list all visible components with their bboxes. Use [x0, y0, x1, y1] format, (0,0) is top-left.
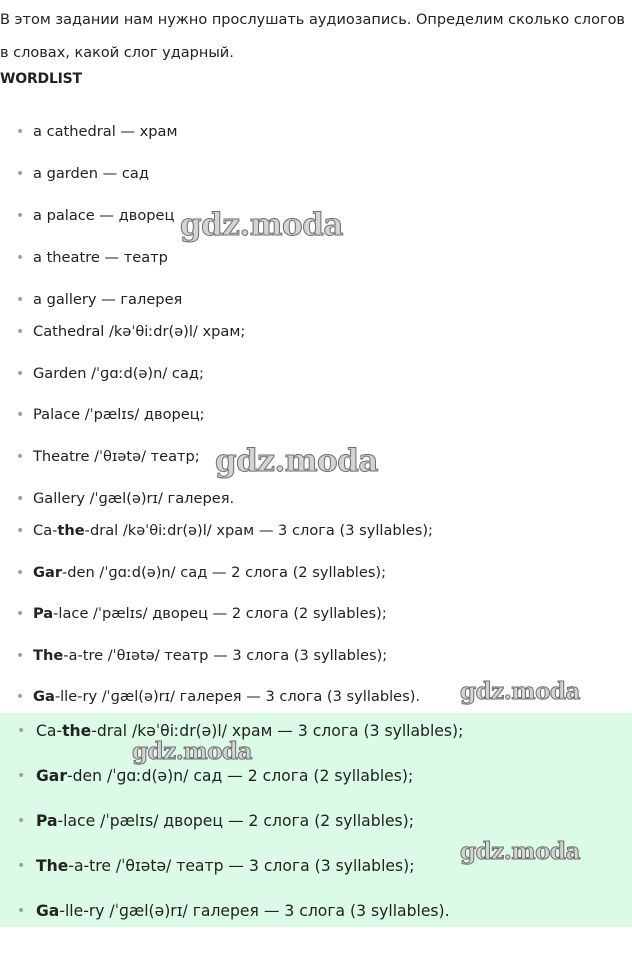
list-item-text: a theatre — театр	[33, 249, 168, 266]
watermark-logo: gdz.moda	[460, 838, 580, 865]
list-item-text: Ga-lle-ry /ˈɡæl(ə)rɪ/ галерея — 3 слога (3 syllables).	[33, 688, 421, 705]
list-item-text: Gar-den /ˈɡɑːd(ə)n/ сад — 2 слога (2 syllables);	[33, 564, 387, 581]
bullet: •	[16, 491, 25, 507]
list-item-text: Gallery /ˈɡæl(ə)rɪ/ галерея.	[33, 490, 235, 507]
list-item-text: The-a-tre /ˈθɪətə/ театр — 3 слога (3 syllables);	[33, 647, 388, 664]
bullet: •	[16, 124, 25, 140]
watermark-logo: gdz.moda	[132, 738, 252, 765]
bullet: •	[16, 208, 25, 224]
bullet: •	[16, 689, 25, 705]
list-item-text: Ga-lle-ry /ˈɡæl(ə)rɪ/ галерея — 3 слога (3 syllables).	[36, 902, 450, 920]
bullet: •	[16, 324, 25, 340]
stressed-syllable: Ga	[33, 688, 55, 705]
bullet: •	[16, 565, 25, 581]
bullet: •	[17, 858, 26, 874]
bullet: •	[16, 250, 25, 266]
watermark-logo: gdz.moda	[460, 678, 580, 705]
bullet: •	[17, 723, 26, 739]
list-item-text: a garden — сад	[33, 165, 149, 182]
stressed-syllable: Ga	[36, 902, 60, 920]
bullet: •	[17, 903, 26, 919]
bullet: •	[16, 523, 25, 539]
bullet: •	[17, 813, 26, 829]
bullet: •	[16, 407, 25, 423]
list-item-text: Palace /ˈpælɪs/ дворец;	[33, 406, 205, 423]
list-item-text: Cathedral /kəˈθiːdr(ə)l/ храм;	[33, 323, 246, 340]
wordlist-heading: WORDLIST	[0, 71, 82, 87]
watermark-logo: gdz.moda	[215, 443, 378, 479]
bullet: •	[16, 449, 25, 465]
stressed-syllable: the	[57, 522, 85, 539]
stressed-syllable: Gar	[36, 767, 68, 785]
bullet: •	[16, 292, 25, 308]
list-item-text: Garden /ˈɡɑːd(ə)n/ сад;	[33, 365, 204, 382]
stressed-syllable: Pa	[33, 605, 54, 622]
intro-paragraph: В этом задании нам нужно прослушать аудиозапись. Определим сколько слогов в словах, какой слог ударный.	[0, 12, 625, 61]
bullet: •	[16, 366, 25, 382]
list-item-text: Gar-den /ˈɡɑːd(ə)n/ сад — 2 слога (2 syllables);	[36, 767, 414, 785]
watermark-logo: gdz.moda	[180, 207, 343, 243]
list-item-text: a cathedral — храм	[33, 123, 178, 140]
list-item-text: The-a-tre /ˈθɪətə/ театр — 3 слога (3 syllables);	[36, 857, 415, 875]
stressed-syllable: Pa	[36, 812, 58, 830]
stressed-syllable: The	[36, 857, 69, 875]
list-item-text: Pa-lace /ˈpælɪs/ дворец — 2 слога (2 syllables);	[33, 605, 387, 622]
bullet: •	[17, 768, 26, 784]
stressed-syllable: The	[33, 647, 64, 664]
stressed-syllable: Gar	[33, 564, 63, 581]
list-item-text: a gallery — галерея	[33, 291, 183, 308]
list-item-text: Theatre /ˈθɪətə/ театр;	[33, 448, 200, 465]
bullet: •	[16, 648, 25, 664]
bullet: •	[16, 166, 25, 182]
list-item-text: Ca-the-dral /kəˈθiːdr(ə)l/ храм — 3 слога (3 syllables);	[33, 522, 433, 539]
list-item-text: a palace — дворец	[33, 207, 175, 224]
list-item-text: Pa-lace /ˈpælɪs/ дворец — 2 слога (2 syllables);	[36, 812, 415, 830]
bullet: •	[16, 606, 25, 622]
list-item-text: Ca-the-dral /kəˈθiːdr(ə)l/ храм — 3 слога (3 syllables);	[36, 722, 464, 740]
stressed-syllable: the	[62, 722, 92, 740]
